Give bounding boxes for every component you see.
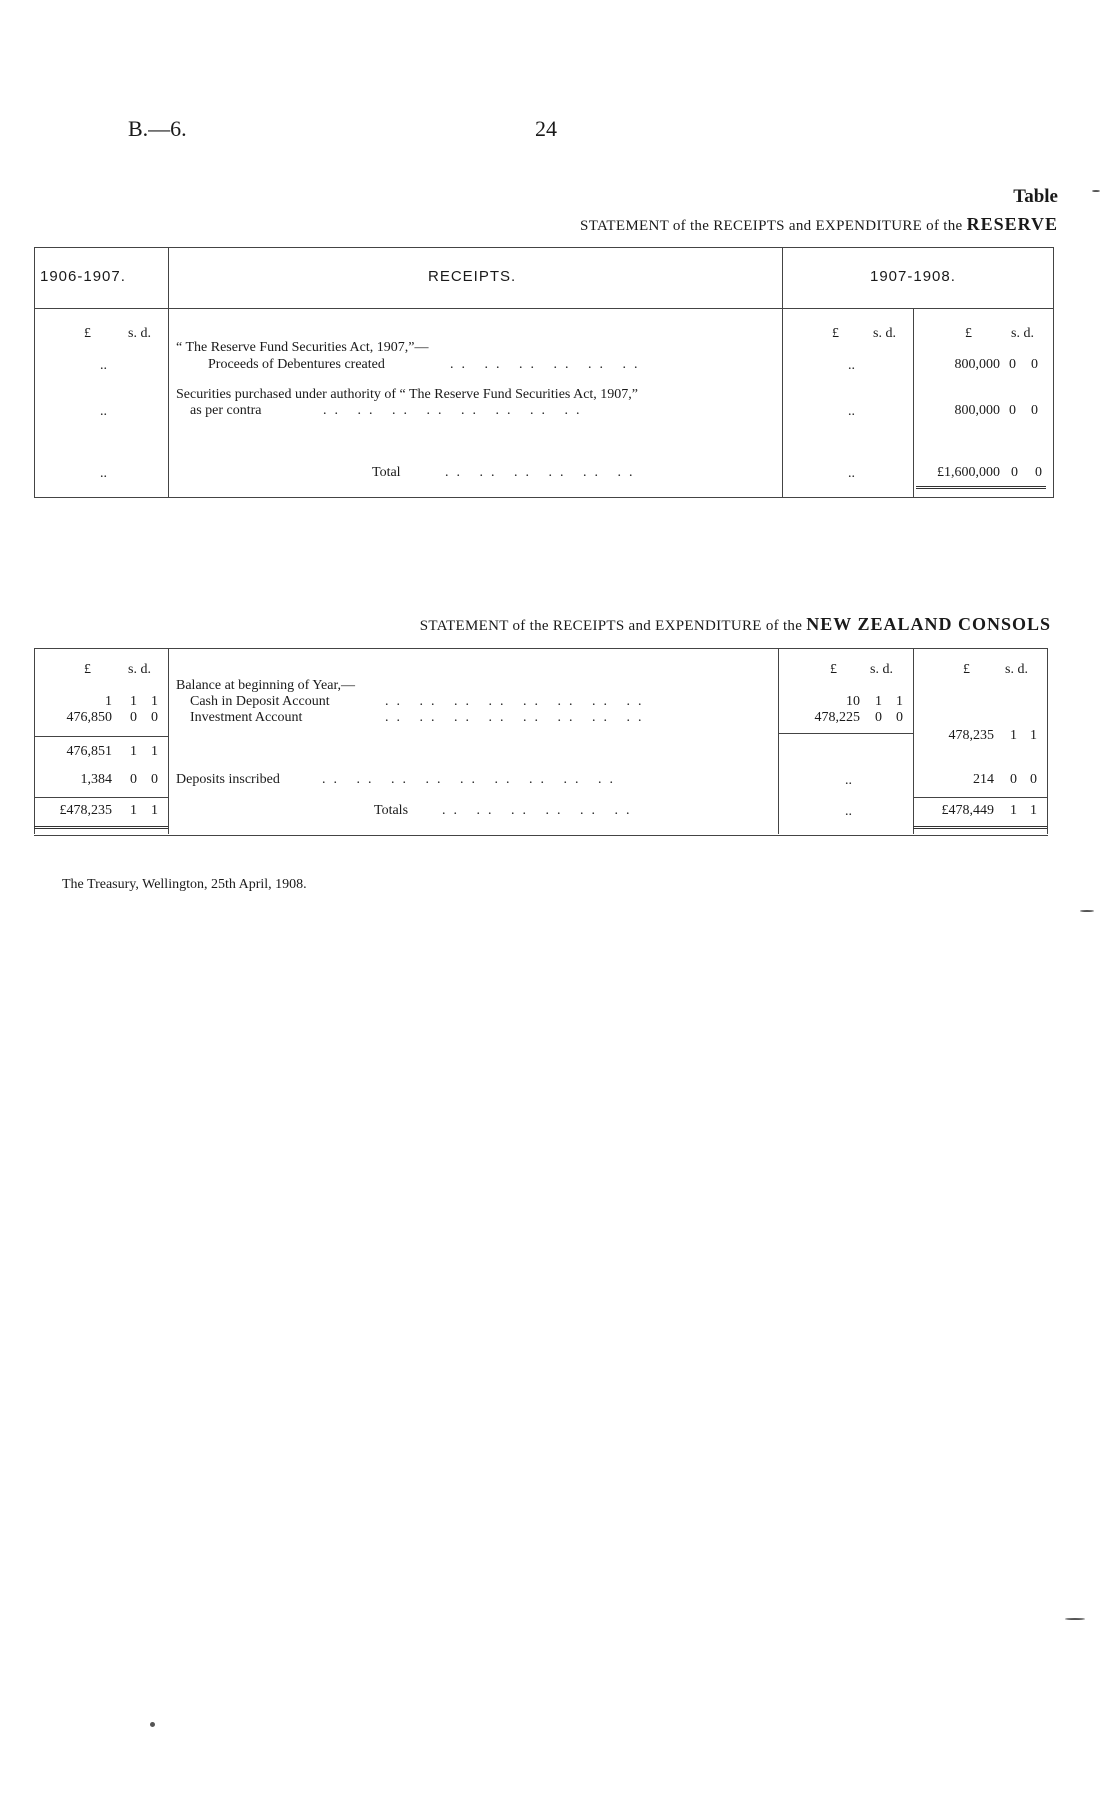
mid-value: .. [845,773,852,788]
consols-unit-sd-right: s. d. [1005,662,1028,677]
total-pence: 0 [1035,465,1042,480]
left-shillings: 0 [130,772,137,787]
consols-unit-pound-right: £ [963,662,970,677]
row-amount: 800,000 [954,357,1000,372]
total-amount: £1,600,000 [937,465,1000,480]
totals-amount: £478,449 [941,803,994,818]
reserve-title-bold: RESERVE [966,214,1058,234]
left-pence: 0 [151,710,158,725]
subtotal-shillings: 1 [1010,728,1017,743]
totals-pence: 1 [1030,803,1037,818]
left-amount: 1,384 [80,772,112,787]
row-mid-value: .. [848,358,855,373]
row-pence: 0 [1030,772,1037,787]
row-shillings: 0 [1010,772,1017,787]
left-amount: 476,850 [66,710,112,725]
row-amount: 214 [973,772,994,787]
consols-statement-title [420,614,1051,635]
row-left-value: .. [100,358,107,373]
reserve-unit-pound-right: £ [965,326,972,341]
scan-mark [1065,1618,1085,1620]
left-shillings: 1 [130,694,137,709]
reserve-unit-pound-left: £ [84,326,91,341]
row-pence: 0 [1031,357,1038,372]
totals-label: Totals [374,803,409,818]
left-shillings: 0 [130,710,137,725]
totals-left-pence: 1 [151,803,158,818]
row-label: Investment Account [190,710,303,725]
reserve-col-year-left: 1906-1907. [40,268,126,285]
scan-speck [150,1722,155,1727]
table-label: Table [1013,186,1058,207]
row-description-sub: as per contra [190,403,262,418]
row-shillings: 0 [1009,403,1016,418]
scan-mark [1080,910,1094,912]
row-left-value: .. [100,404,107,419]
row-leader-dots: .. .. .. .. .. .. .. .. [385,694,650,709]
consols-unit-pound-mid: £ [830,662,837,677]
mid-shillings: 0 [875,710,882,725]
totals-left-amount: £478,235 [59,803,112,818]
subtotal-shillings: 1 [130,744,137,759]
reserve-title-prefix: STATEMENT of the RECEIPTS and EXPENDITURE of the [580,218,963,234]
row-description: “ The Reserve Fund Securities Act, 1907,”— [176,340,429,355]
mid-pence: 1 [896,694,903,709]
mid-amount: 10 [846,694,860,709]
row-amount: 800,000 [954,403,1000,418]
row-pence: 0 [1031,403,1038,418]
row-description-sub: Proceeds of Debentures created [208,357,385,372]
row-leader-dots: .. .. .. .. .. .. .. .. .. [322,772,621,787]
reserve-statement-title [580,214,1058,235]
consols-unit-pound-left: £ [84,662,91,677]
consols-title-bold: NEW ZEALAND CONSOLS [806,614,1051,634]
totals-mid-value: .. [845,804,852,819]
row-mid-value: .. [848,404,855,419]
consols-title-prefix: STATEMENT of the RECEIPTS and EXPENDITURE of the [419,618,803,634]
mid-amount: 478,225 [814,710,860,725]
total-shillings: 0 [1011,465,1018,480]
subtotal-pence: 1 [1030,728,1037,743]
subtotal-pence: 1 [151,744,158,759]
total-left-value: .. [100,466,107,481]
total-label: Total [372,465,401,480]
row-label: Deposits inscribed [176,772,280,787]
row-leader-dots: .. .. .. .. .. .. .. .. [323,403,588,418]
totals-leader-dots: .. .. .. .. .. .. [442,803,638,818]
consols-unit-sd-left: s. d. [128,662,151,677]
page-number: 24 [535,116,557,141]
reserve-unit-sd-right: s. d. [1011,326,1034,341]
left-pence: 0 [151,772,158,787]
scan-mark [1092,190,1100,192]
left-pence: 1 [151,694,158,709]
row-description: Securities purchased under authority of “ The Reserve Fund Securities Act, 1907,” [176,387,639,402]
total-mid-value: .. [848,466,855,481]
totals-left-shillings: 1 [130,803,137,818]
reserve-unit-sd-left: s. d. [128,326,151,341]
mid-pence: 0 [896,710,903,725]
row-leader-dots: .. .. .. .. .. .. .. .. [385,710,650,725]
left-amount: 1 [105,694,112,709]
subtotal-amount: 478,235 [948,728,994,743]
row-label: Cash in Deposit Account [190,694,330,709]
reserve-unit-sd-mid: s. d. [873,326,896,341]
row-leader-dots: .. .. .. .. .. .. [450,357,646,372]
consols-unit-sd-mid: s. d. [870,662,893,677]
balance-heading: Balance at beginning of Year,— [176,678,356,693]
reserve-unit-pound-mid: £ [832,326,839,341]
subtotal-amount: 476,851 [66,744,112,759]
totals-shillings: 1 [1010,803,1017,818]
document-reference: B.—6. [128,116,187,141]
row-shillings: 0 [1009,357,1016,372]
mid-shillings: 1 [875,694,882,709]
reserve-col-receipts: RECEIPTS. [428,268,517,285]
total-leader-dots: .. .. .. .. .. .. [445,465,641,480]
treasury-signature-line: The Treasury, Wellington, 25th April, 1908. [62,877,307,892]
reserve-col-year-right: 1907-1908. [870,268,956,285]
